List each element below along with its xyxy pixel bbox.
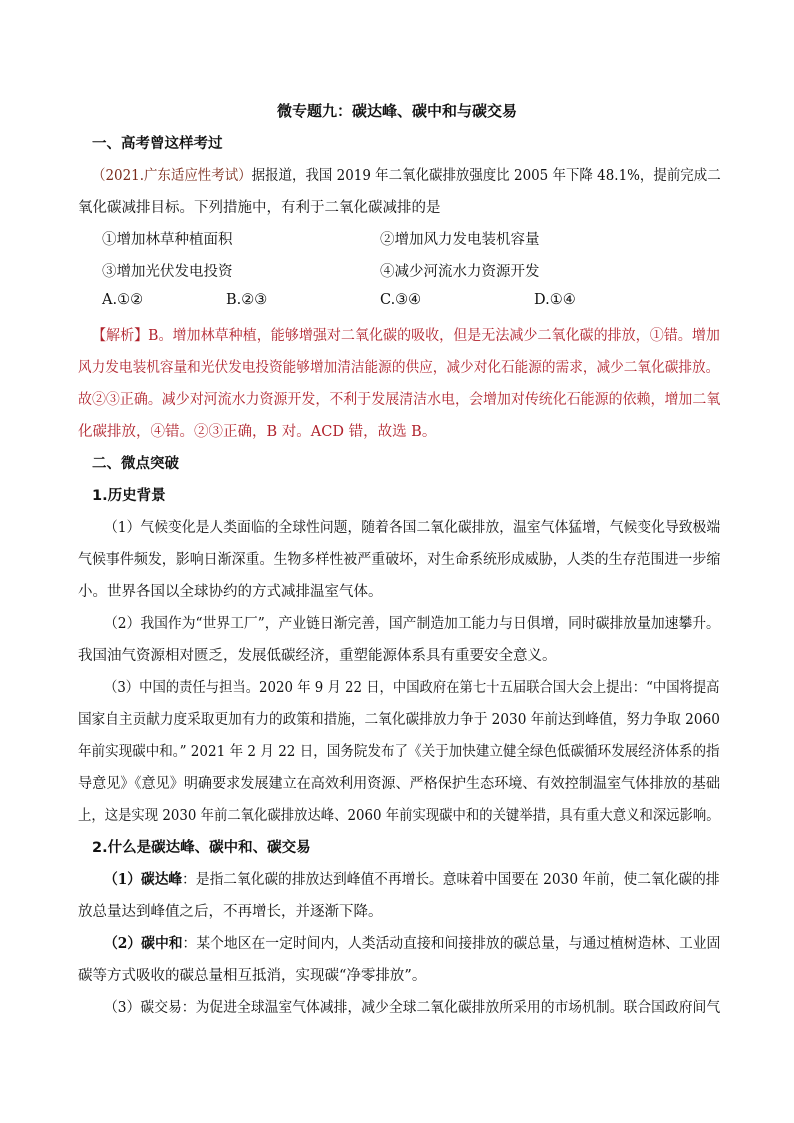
definition-text: ：是指二氧化碳的排放达到峰值不再增长。意味着中国要在 2030 年前，使二氧化碳的排 bbox=[182, 872, 720, 888]
definition-line: 放总量达到峰值之后，不再增长，并逐渐下降。 bbox=[78, 904, 383, 920]
option-a: A.①② bbox=[102, 292, 144, 308]
paragraph-line: 导意见》《意见》明确要求发展建立在高效利用资源、严格保护生态环境、有效控制温室气体排放的基础 bbox=[78, 776, 720, 792]
question-source: （2021.广东适应性考试） bbox=[92, 168, 252, 184]
paragraph-line: （1）气候变化是人类面临的全球性问题，随着各国二氧化碳排放，温室气体猛增，气候变化导致极端 bbox=[104, 520, 721, 536]
statement-2: ②增加风力发电装机容量 bbox=[380, 232, 540, 248]
option-c: C.③④ bbox=[380, 292, 422, 308]
option-d: D.①④ bbox=[534, 292, 576, 308]
definition-line bbox=[104, 868, 720, 889]
analysis-line-3: 故②③正确。减少对河流水力资源开发，不利于发展清洁水电，会增加对传统化石能源的依赖，增加二氧 bbox=[78, 392, 721, 408]
paragraph-line: （2）我国作为“世界工厂”，产业链日渐完善，国产制造加工能力与日俱增，同时碳排放量加速攀升。 bbox=[104, 616, 720, 632]
paragraph-line: （3）中国的责任与担当。2020 年 9 月 22 日，中国政府在第七十五届联合国大会上提出：“中国将提高 bbox=[104, 680, 720, 696]
statement-4: ④减少河流水力资源开发 bbox=[380, 264, 540, 280]
section-heading: 一、高考曾这样考过 bbox=[92, 136, 223, 152]
analysis-tag: 【解析】 bbox=[92, 328, 149, 344]
definition-line bbox=[104, 932, 720, 953]
page-title: 微专题九：碳达峰、碳中和与碳交易 bbox=[276, 102, 517, 120]
analysis-text: B。增加林草种植，能够增强对二氧化碳的吸收，但是无法减少二氧化碳的排放，①错。增加 bbox=[148, 328, 720, 344]
question-line-1 bbox=[92, 164, 721, 185]
option-b: B.②③ bbox=[226, 292, 268, 308]
question-text: 据报道，我国 2019 年二氧化碳排放强度比 2005 年下降 48.1%，提前完成二 bbox=[251, 168, 721, 184]
definition-term: （2）碳中和 bbox=[104, 935, 183, 952]
paragraph-line: 上，这是实现 2030 年前二氧化碳排放达峰、2060 年前实现碳中和的关键举措，具有重大意义和深远影响。 bbox=[78, 808, 720, 824]
paragraph-line: 我国油气资源相对匮乏，发展低碳经济，重塑能源体系具有重要安全意义。 bbox=[78, 648, 557, 664]
subsection-heading: 1.历史背景 bbox=[92, 488, 166, 504]
analysis-line-1 bbox=[92, 324, 720, 345]
subsection-heading: 2.什么是碳达峰、碳中和、碳交易 bbox=[92, 840, 311, 856]
question-line-2: 氧化碳减排目标。下列措施中，有利于二氧化碳减排的是 bbox=[78, 200, 441, 216]
definition-term: （1）碳达峰 bbox=[104, 871, 183, 888]
section-heading: 二、微点突破 bbox=[92, 456, 179, 472]
paragraph-line: 国家自主贡献力度采取更加有力的政策和措施，二氧化碳排放力争于 2030 年前达到峰值，努力争取 2060 bbox=[78, 712, 720, 728]
paragraph-line: 气候事件频发，影响日渐深重。生物多样性被严重破坏，对生命系统形成威胁，人类的生存范围进一步缩 bbox=[78, 552, 721, 568]
definition-text: ：某个地区在一定时间内，人类活动直接和间接排放的碳总量，与通过植树造林、工业固 bbox=[182, 936, 721, 952]
statement-1: ①增加林草种植面积 bbox=[102, 232, 233, 248]
analysis-line-2: 风力发电装机容量和光伏发电投资能够增加清洁能源的供应，减少对化石能源的需求，减少二氧化碳排放。 bbox=[78, 360, 720, 376]
statement-3: ③增加光伏发电投资 bbox=[102, 264, 233, 280]
paragraph-line: 年前实现碳中和。” 2021 年 2 月 22 日，国务院发布了《关于加快建立健全绿色低碳循环发展经济体系的指 bbox=[78, 744, 720, 760]
paragraph-line: 小。世界各国以全球协约的方式减排温室气体。 bbox=[78, 584, 383, 600]
analysis-line-4: 化碳排放，④错。②③正确，B 对。ACD 错，故选 B。 bbox=[78, 424, 437, 440]
definition-line: （3）碳交易：为促进全球温室气体减排，减少全球二氧化碳排放所采用的市场机制。联合国政府间气 bbox=[104, 1000, 721, 1016]
definition-line: 碳等方式吸收的碳总量相互抵消，实现碳“净零排放”。 bbox=[78, 968, 427, 984]
